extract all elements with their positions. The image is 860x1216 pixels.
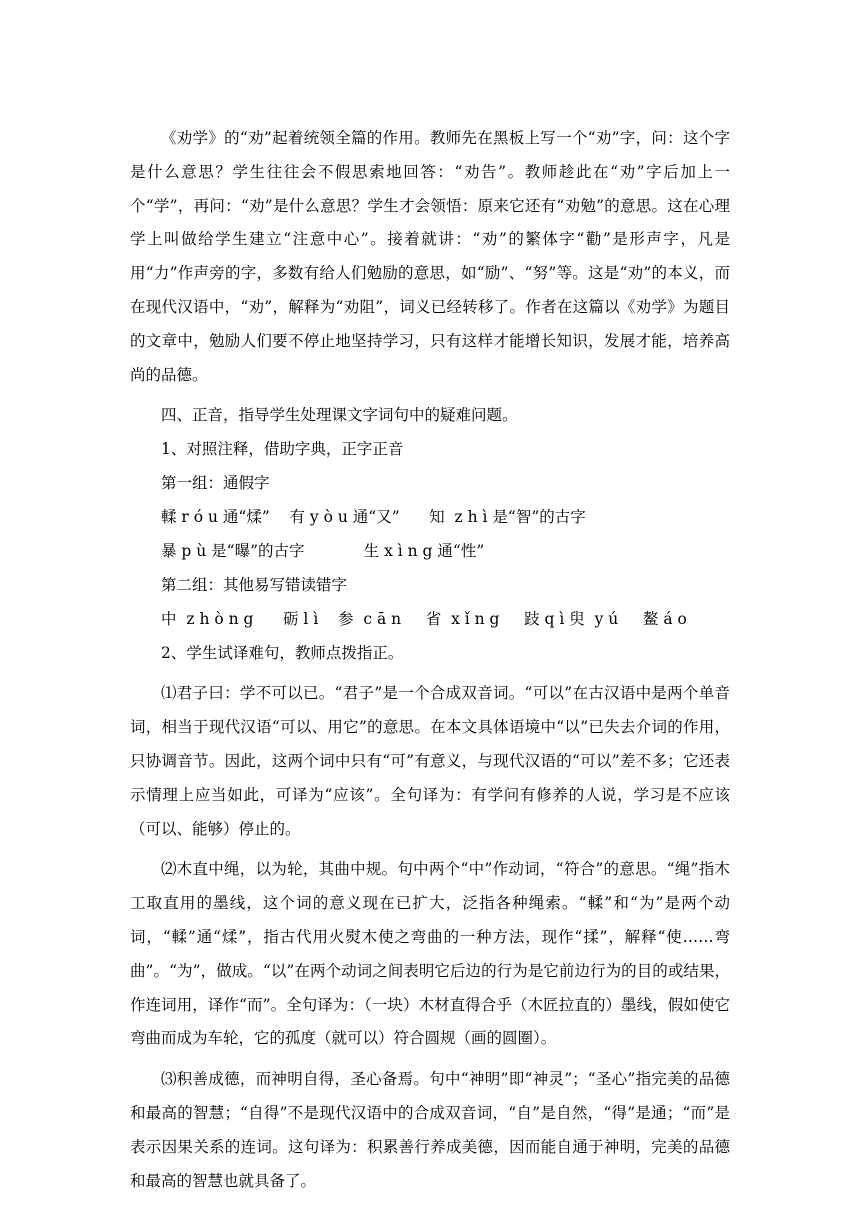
step-heading: 2、学生试译难句，教师点拨指正。	[161, 644, 404, 663]
translation-paragraph: ⑴君子曰：学不可以已。“君子”是一个合成双音词。“可以”在古汉语中是两个单音词，相当于现代汉语“可以、用它”的意思。在本文具体语境中“以”已失去介词的作用，只协调音节。因此，这两个词中只有“可”有意义，与现代汉语的“可以”差不多；它还表示情理上应当如此，可译为“应该”。全句译为：有学问有修养的人说，学习是不应该（可以、能够）停止的。	[130, 684, 730, 838]
step-heading: 1、对照注释，借助字典，正字正音	[161, 440, 404, 459]
pronunciation-line: 中 z h ò n g 砺 l ì 参 c ā n 省 x ǐ n g 跂 q ì 臾 y ú 鳌 á o	[161, 610, 687, 629]
document-body	[130, 122, 730, 1205]
pronunciation-line: 暴 p ù 是“曝”的古字 生 x ì n g 通“性”	[161, 542, 485, 561]
section-heading: 四、正音，指导学生处理课文字词句中的疑难问题。	[161, 406, 518, 425]
intro-paragraph: 《劝学》的“劝”起着统领全篇的作用。教师先在黑板上写一个“劝”字，问：这个字是什么意思？学生往往会不假思索地回答：“劝告”。教师趁此在“劝”字后加上一个“学”，再问：“劝”是什么意思？学生才会领悟：原来它还有“劝勉”的意思。这在心理学上叫做给学生建立“注意中心”。接着就讲：“劝”的繁体字“勸”是形声字，凡是用“力”作声旁的字，多数有给人们勉励的意思，如“励”、“努”等。这是“劝”的本义，而在现代汉语中，“劝”，解释为“劝阻”，词义已经转移了。作者在这篇以《劝学》为题目的文章中，勉励人们要不停止地坚持学习，只有这样才能增长知识，发展才能，培养高尚的品德。	[130, 129, 730, 384]
translation-paragraph: ⑵木直中绳，以为轮，其曲中规。句中两个“中”作动词，“符合”的意思。“绳”指木工取直用的墨线，这个词的意义现在已扩大，泛指各种绳索。“輮”和“为”是两个动词，“輮”通“煣”，指古代用火熨木使之弯曲的一种方法，现作“揉”，解释“使……弯曲”。“为”，做成。“以”在两个动词之间表明它后边的行为是它前边行为的目的或结果，作连词用，译作“而”。全句译为：（一块）木材直得合乎（木匠拉直的）墨线，假如使它弯曲而成为车轮，它的孤度（就可以）符合圆规（画的圆圈）。	[130, 860, 730, 1048]
group-title: 第一组：通假字	[161, 474, 270, 493]
group-title: 第二组：其他易写错读错字	[161, 576, 348, 595]
translation-paragraph: ⑶积善成德，而神明自得，圣心备焉。句中“神明”即“神灵”；“圣心”指完美的品德和最高的智慧；“自得”不是现代汉语中的合成双音词，“自”是自然，“得”是通；“而”是表示因果关系的连词。这句译为：积累善行养成美德，因而能自通于神明，完美的品德和最高的智慧也就具备了。	[130, 1070, 730, 1190]
pronunciation-line: 輮 r ó u 通“煣” 有 y ò u 通“又” 知 z h ì 是“智”的古字	[161, 508, 586, 527]
